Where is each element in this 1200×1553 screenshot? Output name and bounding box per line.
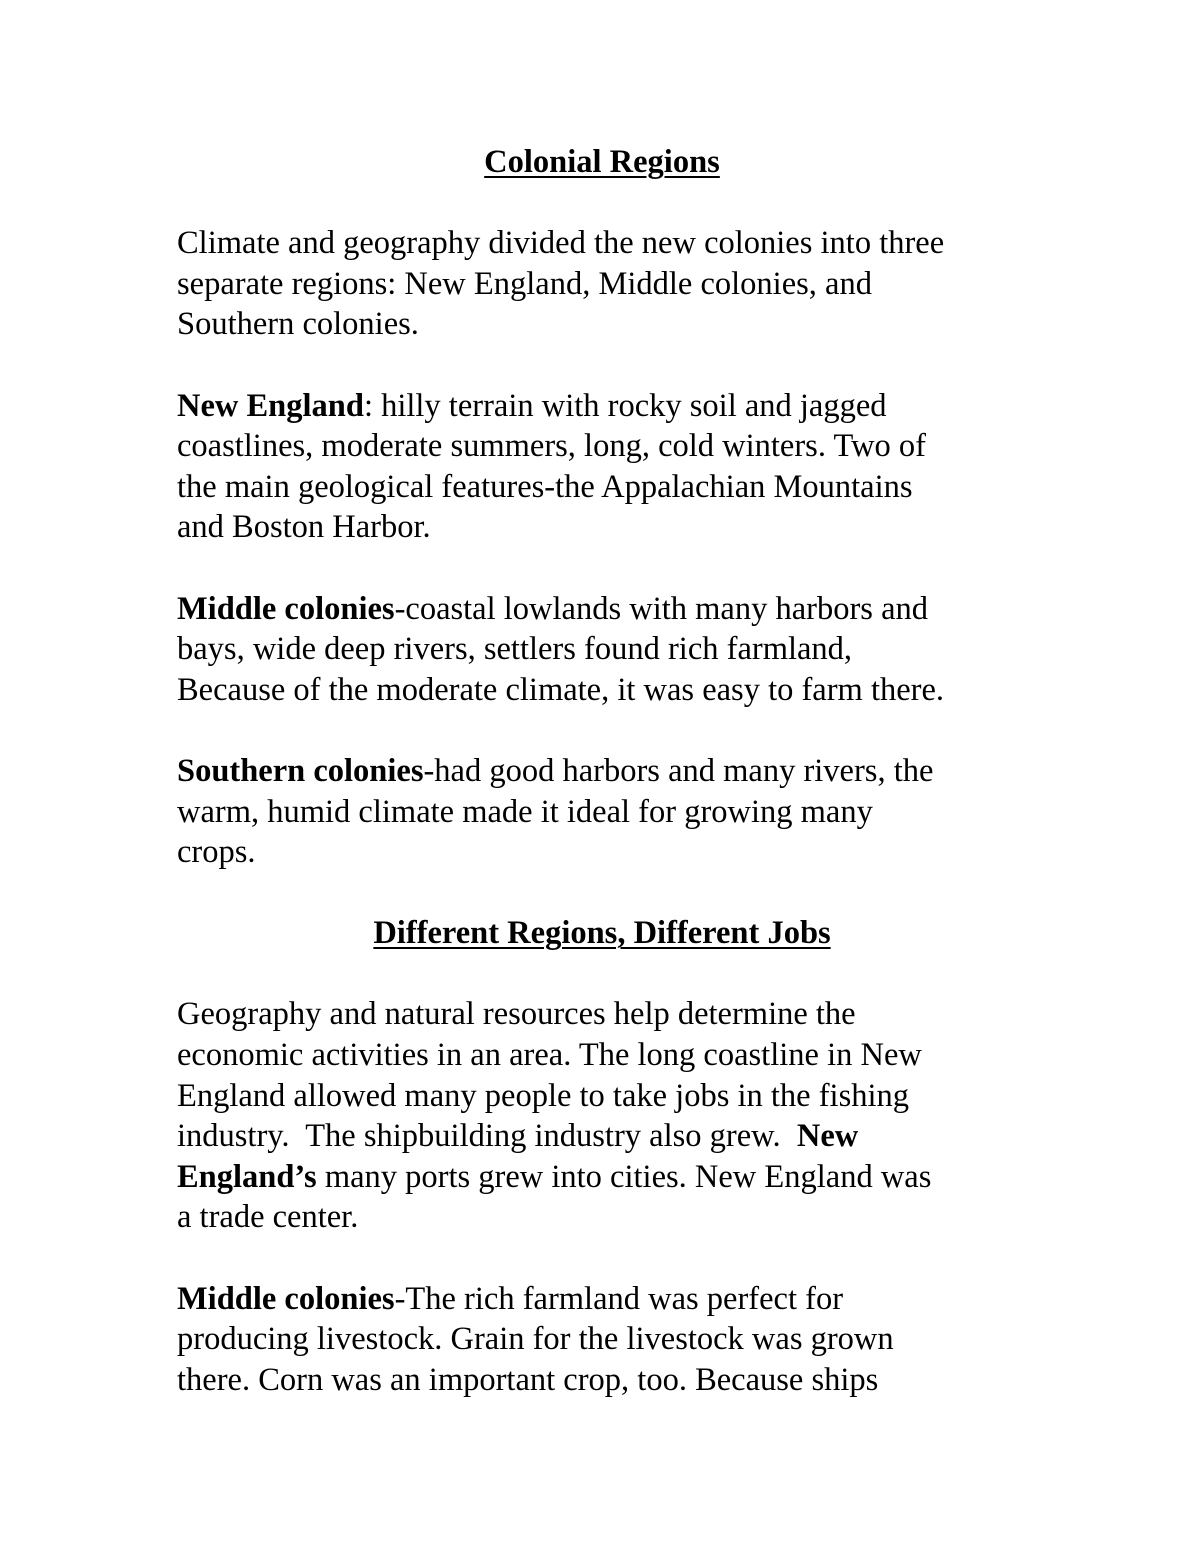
paragraph-line [177,751,1027,792]
paragraph-line: England allowed many people to take jobs in the fishing [177,1077,909,1114]
paragraph-text: -The rich farmland was perfect for [394,1280,844,1317]
paragraph-text: : hilly terrain with rocky soil and jagged [363,387,887,424]
new-england-paragraph [177,386,1027,548]
paragraph-line: and Boston Harbor. [177,509,431,546]
paragraph-line [177,589,1027,630]
paragraph-line: producing livestock. Grain for the livestock was grown [177,1321,894,1358]
page-title: Colonial Regions [484,144,720,180]
paragraph-line [177,1279,1027,1320]
spacer [177,1238,1027,1279]
middle-colonies-label: Middle colonies [177,1280,395,1317]
new-england-label: New England [177,387,364,424]
new-england-label: England’s [177,1158,317,1195]
paragraph-line: warm, humid climate made it ideal for growing many [177,793,873,830]
paragraph-line: Geography and natural resources help determine the [177,996,856,1033]
middle-colonies-paragraph [177,589,1027,711]
intro-line: Climate and geography divided the new colonies into three [177,225,945,262]
paragraph-text: -coastal lowlands with many harbors and [394,590,928,627]
paragraph-line: crops. [177,834,256,871]
paragraph-line: coastlines, moderate summers, long, cold winters. Two of [177,428,926,465]
section-heading: Different Regions, Different Jobs [373,915,831,952]
paragraph-text: industry. The shipbuilding industry also grew. [177,1118,797,1155]
paragraph-line: economic activities in an area. The long coastline in New [177,1037,922,1074]
paragraph-line: there. Corn was an important crop, too. Because ships [177,1361,879,1398]
intro-paragraph [177,223,1027,345]
southern-colonies-paragraph [177,751,1027,873]
paragraph-line: Because of the moderate climate, it was easy to farm there. [177,671,945,708]
new-england-label: New [796,1118,859,1155]
spacer [177,548,1027,589]
spacer [177,873,1027,914]
intro-line: separate regions: New England, Middle colonies, and [177,265,872,302]
southern-colonies-label: Southern colonies [177,752,424,789]
spacer [177,345,1027,386]
jobs-intro-paragraph [177,994,1027,1238]
paragraph-line: bays, wide deep rivers, settlers found rich farmland, [177,631,853,668]
paragraph-line: the main geological features-the Appalachian Mountains [177,468,913,505]
paragraph-text: many ports grew into cities. New England was [316,1158,932,1195]
jobs-middle-paragraph [177,1279,1027,1401]
spacer [177,710,1027,751]
spacer [177,954,1027,995]
paragraph-line [177,386,1027,427]
intro-line: Southern colonies. [177,306,419,343]
paragraph-line: a trade center. [177,1199,359,1236]
paragraph-text: -had good harbors and many rivers, the [423,752,934,789]
spacer [177,183,1027,224]
paragraph-line [177,1157,1027,1198]
document-body [177,142,1027,1400]
paragraph-line [177,1116,1027,1157]
middle-colonies-label: Middle colonies [177,590,395,627]
